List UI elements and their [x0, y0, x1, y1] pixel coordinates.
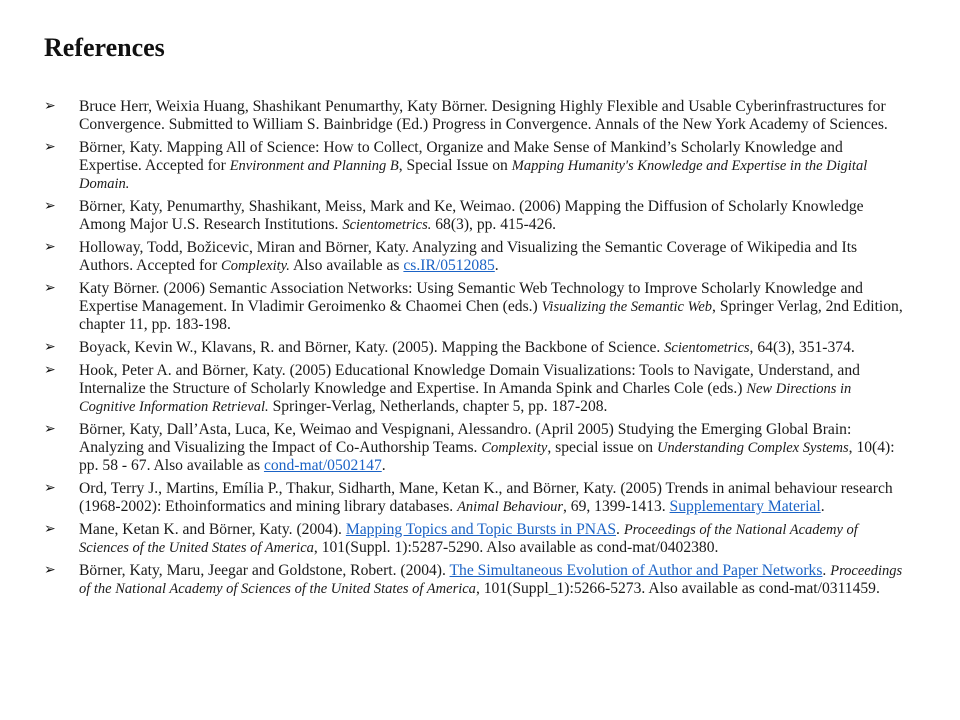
reference-text: Also available as [289, 257, 404, 275]
reference-italic-text: Animal Behaviour [457, 499, 563, 516]
reference-italic-text: Visualizing the Semantic Web [541, 299, 713, 316]
reference-item [44, 98, 904, 135]
reference-text: Börner, Katy, Maru, Jeegar and Goldstone, Robert. (2004). [79, 561, 450, 579]
reference-item [44, 280, 904, 335]
reference-link[interactable]: cond-mat/0502147 [263, 457, 382, 475]
reference-italic-text: Proceedings of the National Academy of Sciences of the United States of America [79, 562, 903, 598]
reference-text: , Springer Verlag, 2nd Edition, chapter 11, pp. 183-198. [79, 298, 903, 334]
reference-italic-text: Scientometrics. [342, 217, 432, 234]
reference-text: , 10(4): pp. 58 - 67. Also available as [79, 439, 895, 475]
reference-text: Hook, Peter A. and Börner, Katy. (2005) Educational Knowledge Domain Visualizations: Tools to Navigate, Understand, and Internalize the Structure of Scholarly Knowledge and Expertise. In Amanda Spink and Charles Cole (eds.) [79, 361, 860, 397]
reference-link[interactable]: Supplementary Material [669, 498, 821, 516]
reference-text: , 69, 1399-1413. [562, 498, 670, 516]
arrow-bullet-icon: ➢ [44, 521, 56, 537]
reference-italic-text: Complexity. [221, 258, 290, 275]
reference-italic-text: Complexity [481, 440, 548, 457]
reference-italic-text: Proceedings of the National Academy of Sciences of the United States of America [79, 521, 858, 557]
reference-italic-text: Mapping Humanity's Knowledge and Expertise in the Digital Domain. [79, 158, 868, 193]
reference-italic-text: Environment and Planning B [229, 158, 399, 175]
arrow-bullet-icon: ➢ [44, 481, 56, 497]
reference-text: Börner, Katy, Penumarthy, Shashikant, Meiss, Mark and Ke, Weimao. (2006) Mapping the Diffusion of Scholarly Knowledge Among Major U.S. Research Institutions. [79, 198, 864, 234]
reference-text: 68(3), pp. 415-426. [431, 216, 557, 234]
reference-text: , 64(3), 351-374. [749, 339, 855, 357]
reference-link[interactable]: The Simultaneous Evolution of Author and Paper Networks [449, 561, 823, 579]
reference-text: Börner, Katy. Mapping All of Science: How to Collect, Organize and Make Sense of Mankind’s Scholarly Knowledge and Expertise. Accepted for [79, 138, 843, 175]
reference-text: Ord, Terry J., Martins, Emília P., Thakur, Sidharth, Mane, Ketan K., and Börner, Katy. (2005) Trends in animal behaviour research (1968-2002): Ethoinformatics and mining library databases. [79, 480, 893, 516]
reference-list [44, 98, 904, 603]
arrow-bullet-icon: ➢ [44, 421, 56, 437]
reference-item [44, 480, 904, 517]
arrow-bullet-icon: ➢ [44, 562, 56, 578]
reference-text: , Special Issue on [398, 157, 512, 175]
reference-text: Holloway, Todd, Božicevic, Miran and Börner, Katy. Analyzing and Visualizing the Semantic Coverage of Wikipedia and Its Authors. Accepted for [79, 238, 858, 275]
reference-text: Boyack, Kevin W., Klavans, R. and Börner, Katy. (2005). Mapping the Backbone of Science. [79, 339, 665, 357]
reference-text: Börner, Katy, Dall’Asta, Luca, Ke, Weimao and Vespignani, Alessandro. (April 2005) Studying the Emerging Global Brain: Analyzing and Visualizing the Impact of Co-Authorship Teams. [79, 420, 852, 457]
reference-text: Mane, Ketan K. and Börner, Katy. (2004). [79, 520, 346, 538]
arrow-bullet-icon: ➢ [44, 239, 56, 255]
reference-italic-text: Scientometrics [664, 340, 750, 357]
reference-text: , 101(Suppl. 1):5287-5290. Also available as cond-mat/0402380. [313, 539, 719, 557]
reference-text: . [822, 561, 831, 579]
reference-text: . [494, 257, 499, 275]
reference-item [44, 421, 904, 476]
arrow-bullet-icon: ➢ [44, 280, 56, 296]
reference-text: Bruce Herr, Weixia Huang, Shashikant Penumarthy, Katy Börner. Designing Highly Flexible and Usable Cyberinfrastructures for Convergence. Submitted to William S. Bainbridge (Ed.) Progress in Convergence. Annals of the New York Academy of Sciences. [79, 98, 888, 134]
reference-text: , 101(Suppl_1):5266-5273. Also available as cond-mat/0311459. [475, 580, 880, 598]
reference-item [44, 362, 904, 417]
reference-item [44, 562, 904, 599]
reference-text: Katy Börner. (2006) Semantic Association Networks: Using Semantic Web Technology to Improve Scholarly Knowledge and Expertise Management. In Vladimir Geroimenko & Chaomei Chen (eds.) [79, 279, 863, 316]
page-title: References [44, 33, 165, 62]
reference-text: , special issue on [547, 439, 657, 457]
reference-italic-text: New Directions in Cognitive Information Retrieval. [79, 380, 852, 416]
reference-link[interactable]: cs.IR/0512085 [403, 257, 495, 275]
reference-link[interactable]: Mapping Topics and Topic Bursts in PNAS [345, 520, 617, 538]
reference-text: . [616, 520, 624, 538]
reference-text: . [820, 498, 825, 516]
reference-italic-text: Understanding Complex Systems [656, 440, 849, 457]
arrow-bullet-icon: ➢ [44, 199, 56, 215]
arrow-bullet-icon: ➢ [44, 99, 56, 114]
reference-text: Springer-Verlag, Netherlands, chapter 5, pp. 187-208. [268, 398, 608, 416]
reference-item [44, 198, 904, 235]
reference-item [44, 139, 904, 194]
arrow-bullet-icon: ➢ [44, 362, 56, 378]
arrow-bullet-icon: ➢ [44, 340, 56, 356]
arrow-bullet-icon: ➢ [44, 139, 56, 155]
reference-item [44, 239, 904, 276]
reference-item [44, 521, 904, 558]
reference-text: . [381, 457, 386, 475]
reference-item [44, 339, 904, 357]
